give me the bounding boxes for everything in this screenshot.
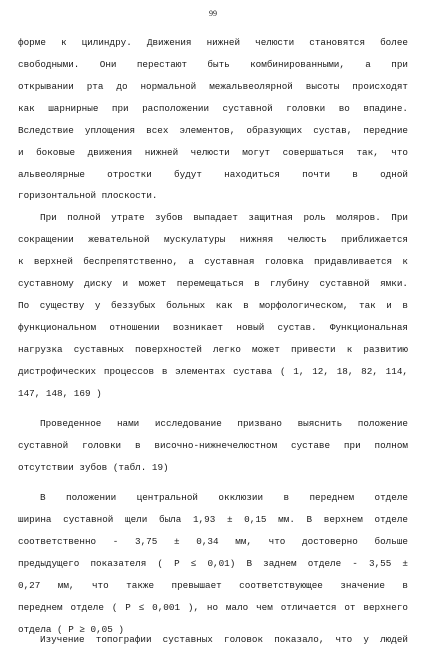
- text-line: форме к цилиндру. Движения нижней челюсти становятся более: [18, 37, 408, 48]
- text-line: суставному диску и может перемещаться в глубину суставной ямки.: [18, 278, 408, 289]
- text-line: отсутствии зубов (табл. 19): [18, 462, 169, 473]
- text-line: При полной утрате зубов выпадает защитная роль моляров. При: [40, 212, 408, 223]
- text-line: дистрофических процессов в элементах сустава ( 1, 12, 18, 82, 114,: [18, 366, 408, 377]
- text-line: функциональном отношении возникает новый сустав. Функциональная: [18, 322, 408, 333]
- text-line: открывании рта до нормальной межальвеолярной высоты происходят: [18, 81, 408, 92]
- text-line: альвеолярные отростки будут находиться почти в одной: [18, 169, 408, 180]
- text-line: суставной головки в височно-нижнечелюстном суставе при полном: [18, 440, 408, 451]
- text-line: и боковые движения нижней челюсти могут совершаться так, что: [18, 147, 408, 158]
- text-line: Проведенное нами исследование призвано выяснить положение: [40, 418, 408, 429]
- text-line: соответственно - 3,75 ± 0,34 мм, что достоверно больше: [18, 536, 408, 547]
- text-line: к верхней беспрепятственно, а суставная головка придавливается к: [18, 256, 408, 267]
- text-line: Изучение топографии суставных головок показало, что у людей: [40, 634, 408, 645]
- text-line: отдела ( P ≥ 0,05 ): [18, 624, 125, 635]
- text-line: 147, 148, 169 ): [18, 388, 102, 399]
- text-line: 0,27 мм, что также превышает соответствующее значение в: [18, 580, 408, 591]
- page-number: 99: [209, 9, 217, 18]
- text-line: ширина суставной щели была 1,93 ± 0,15 мм. В верхнем отделе: [18, 514, 408, 525]
- text-line: Вследствие уплощения всех элементов, образующих сустав, передние: [18, 125, 408, 136]
- text-line: По существу у беззубых больных как в морфологическом, так и в: [18, 300, 408, 311]
- text-line: как шарнирные при расположении суставной головки во впадине.: [18, 103, 408, 114]
- text-line: В положении центральной окклюзии в переднем отделе: [40, 492, 408, 503]
- text-line: свободными. Они перестают быть комбинированными, а при: [18, 59, 408, 70]
- text-line: предыдущего показателя ( P ≤ 0,01) В заднем отделе - 3,55 ±: [18, 558, 408, 569]
- text-line: переднем отделе ( P ≤ 0,001 ), но мало чем отличается от верхнего: [18, 602, 408, 613]
- text-line: нагрузка суставных поверхностей легко может привести к развитию: [18, 344, 408, 355]
- text-line: горизонтальной плоскости.: [18, 190, 158, 201]
- text-line: сокращении жевательной мускулатуры нижняя челюсть приближается: [18, 234, 408, 245]
